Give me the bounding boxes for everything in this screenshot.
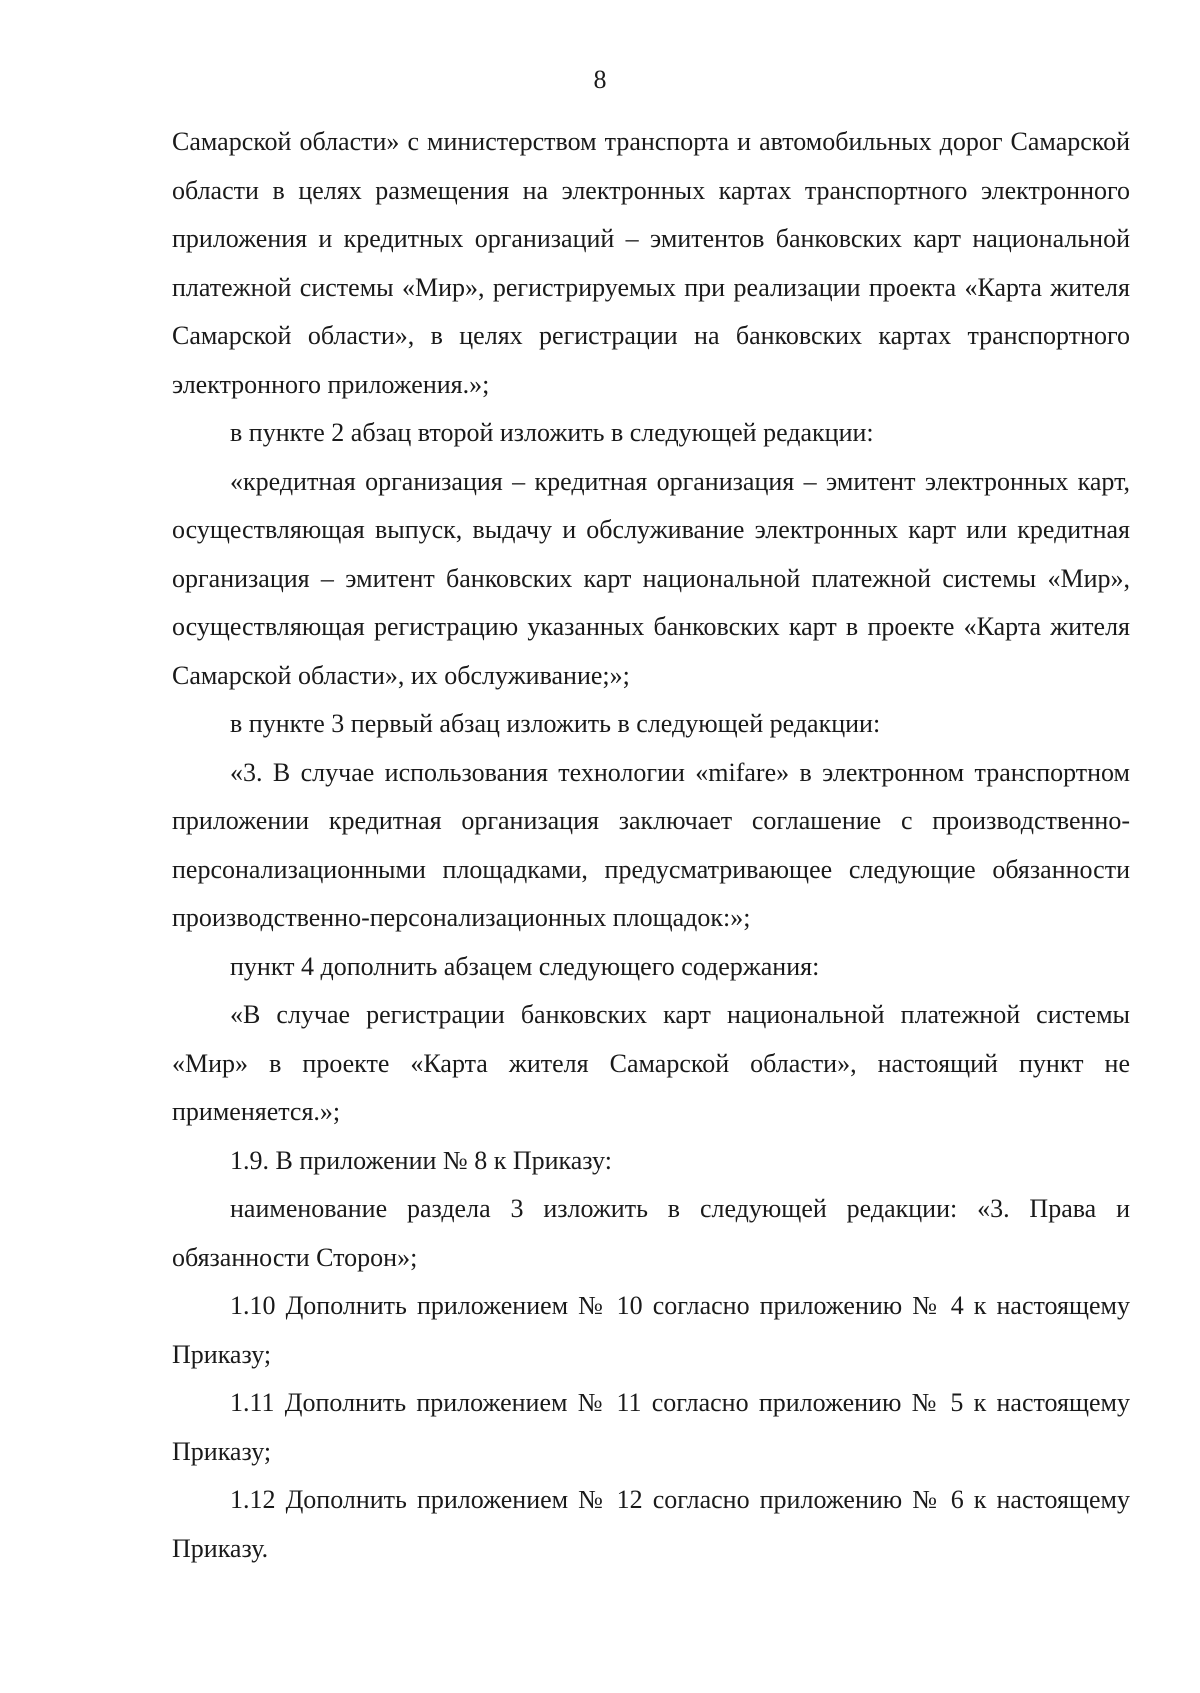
paragraph-item-3-text: «3. В случае использования технологии «mifare» в электронном транспортном приложении кредитная организация заключает соглашение с производственно-персонализационными площадками, предусматривающее следующие обязанности производственно-персонализационных площадок:»; <box>172 757 1130 932</box>
paragraph-1-12: 1.12 Дополнить приложением № 12 согласно приложению № 6 к настоящему Приказу. <box>172 1485 1130 1563</box>
paragraph-continuation: Самарской области» с министерством транспорта и автомобильных дорог Самарской области в целях размещения на электронных картах транспортного электронного приложения и кредитных организаций – эмитентов банковских карт национальной платежной системы «Мир», регистрируемых при реализации проекта «Карта жителя Самарской области», в целях регистрации на банковских картах транспортного электронного приложения.»; <box>172 127 1130 399</box>
paragraph-1-9: 1.9. В приложении № 8 к Приказу: <box>230 1145 612 1175</box>
page-number: 8 <box>593 65 607 94</box>
paragraph-item-3-instruction: в пункте 3 первый абзац изложить в следующей редакции: <box>230 709 881 738</box>
paragraph-1-11: 1.11 Дополнить приложением № 11 согласно приложению № 5 к настоящему Приказу; <box>172 1388 1130 1466</box>
paragraph-1-10: 1.10 Дополнить приложением № 10 согласно приложению № 4 к настоящему Приказу; <box>172 1291 1130 1369</box>
paragraph-section-3-title: наименование раздела 3 изложить в следующей редакции: «3. Права и обязанности Сторон»; <box>172 1194 1130 1272</box>
paragraph-item-4-instruction: пункт 4 дополнить абзацем следующего содержания: <box>230 951 820 981</box>
document-body <box>172 118 1130 1573</box>
paragraph-item-4-text: «В случае регистрации банковских карт национальной платежной системы «Мир» в проекте «Карта жителя Самарской области», настоящий пункт не применяется.»; <box>172 1000 1130 1126</box>
paragraph-item-2-definition: «кредитная организация – кредитная организация – эмитент электронных карт, осуществляющая выпуск, выдачу и обслуживание электронных карт или кредитная организация – эмитент банковских карт национальной платежной системы «Мир», осуществляющая регистрацию указанных банковских карт в проекте «Карта жителя Самарской области», их обслуживание;»; <box>172 466 1130 690</box>
paragraph-item-2-instruction: в пункте 2 абзац второй изложить в следующей редакции: <box>230 418 874 447</box>
